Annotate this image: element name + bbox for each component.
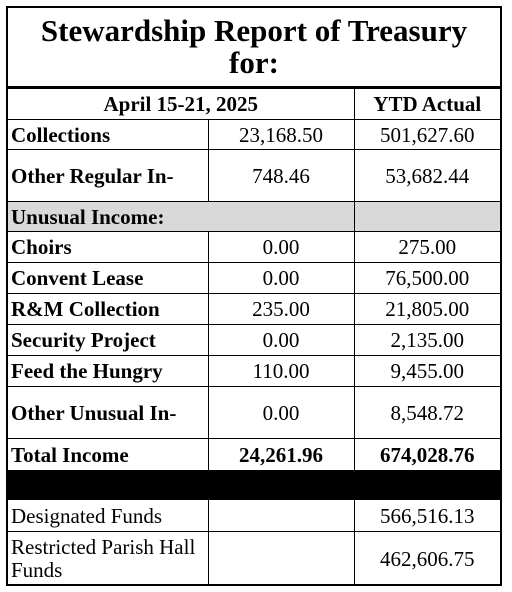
row-ytd: 501,627.60 — [354, 120, 500, 150]
report-title: Stewardship Report of Treasury for: — [8, 8, 500, 88]
row-label: Security Project — [8, 325, 208, 356]
row-week: 748.46 — [208, 150, 354, 202]
black-divider-row — [8, 471, 500, 500]
row-ytd: 53,682.44 — [354, 150, 500, 202]
fund-label: Designated Funds — [8, 500, 208, 532]
row-week: 110.00 — [208, 356, 354, 387]
fund-ytd: 566,516.13 — [354, 500, 500, 532]
unusual-income-empty-cell — [354, 202, 500, 232]
fund-ytd: 462,606.75 — [354, 532, 500, 586]
total-label: Total Income — [8, 439, 208, 471]
fund-week-empty — [208, 500, 354, 532]
stewardship-report — [6, 6, 502, 586]
table-row — [8, 263, 500, 294]
period-header: April 15-21, 2025 — [8, 89, 354, 120]
row-label: Other Unusual In- — [8, 387, 208, 439]
row-ytd: 8,548.72 — [354, 387, 500, 439]
row-label: Convent Lease — [8, 263, 208, 294]
row-ytd: 2,135.00 — [354, 325, 500, 356]
unusual-income-label: Unusual Income: — [8, 202, 354, 232]
row-ytd: 9,455.00 — [354, 356, 500, 387]
table-row — [8, 500, 500, 532]
report-table — [8, 88, 500, 586]
row-label: Collections — [8, 120, 208, 150]
table-row — [8, 356, 500, 387]
row-week: 235.00 — [208, 294, 354, 325]
table-row — [8, 532, 500, 586]
total-week: 24,261.96 — [208, 439, 354, 471]
row-label: Other Regular In- — [8, 150, 208, 202]
header-row — [8, 89, 500, 120]
row-week: 0.00 — [208, 325, 354, 356]
row-ytd: 275.00 — [354, 232, 500, 263]
row-label: Choirs — [8, 232, 208, 263]
row-week: 0.00 — [208, 232, 354, 263]
ytd-header: YTD Actual — [354, 89, 500, 120]
row-label: R&M Collection — [8, 294, 208, 325]
fund-label: Restricted Parish Hall Funds — [8, 532, 208, 586]
row-ytd: 76,500.00 — [354, 263, 500, 294]
black-divider — [8, 471, 500, 500]
row-week: 0.00 — [208, 387, 354, 439]
table-row — [8, 325, 500, 356]
total-income-row — [8, 439, 500, 471]
total-ytd: 674,028.76 — [354, 439, 500, 471]
row-week: 23,168.50 — [208, 120, 354, 150]
table-row — [8, 150, 500, 202]
row-ytd: 21,805.00 — [354, 294, 500, 325]
row-week: 0.00 — [208, 263, 354, 294]
table-row — [8, 387, 500, 439]
fund-week-empty — [208, 532, 354, 586]
row-label: Feed the Hungry — [8, 356, 208, 387]
table-row — [8, 232, 500, 263]
unusual-income-header-row — [8, 202, 500, 232]
table-row — [8, 120, 500, 150]
table-row — [8, 294, 500, 325]
